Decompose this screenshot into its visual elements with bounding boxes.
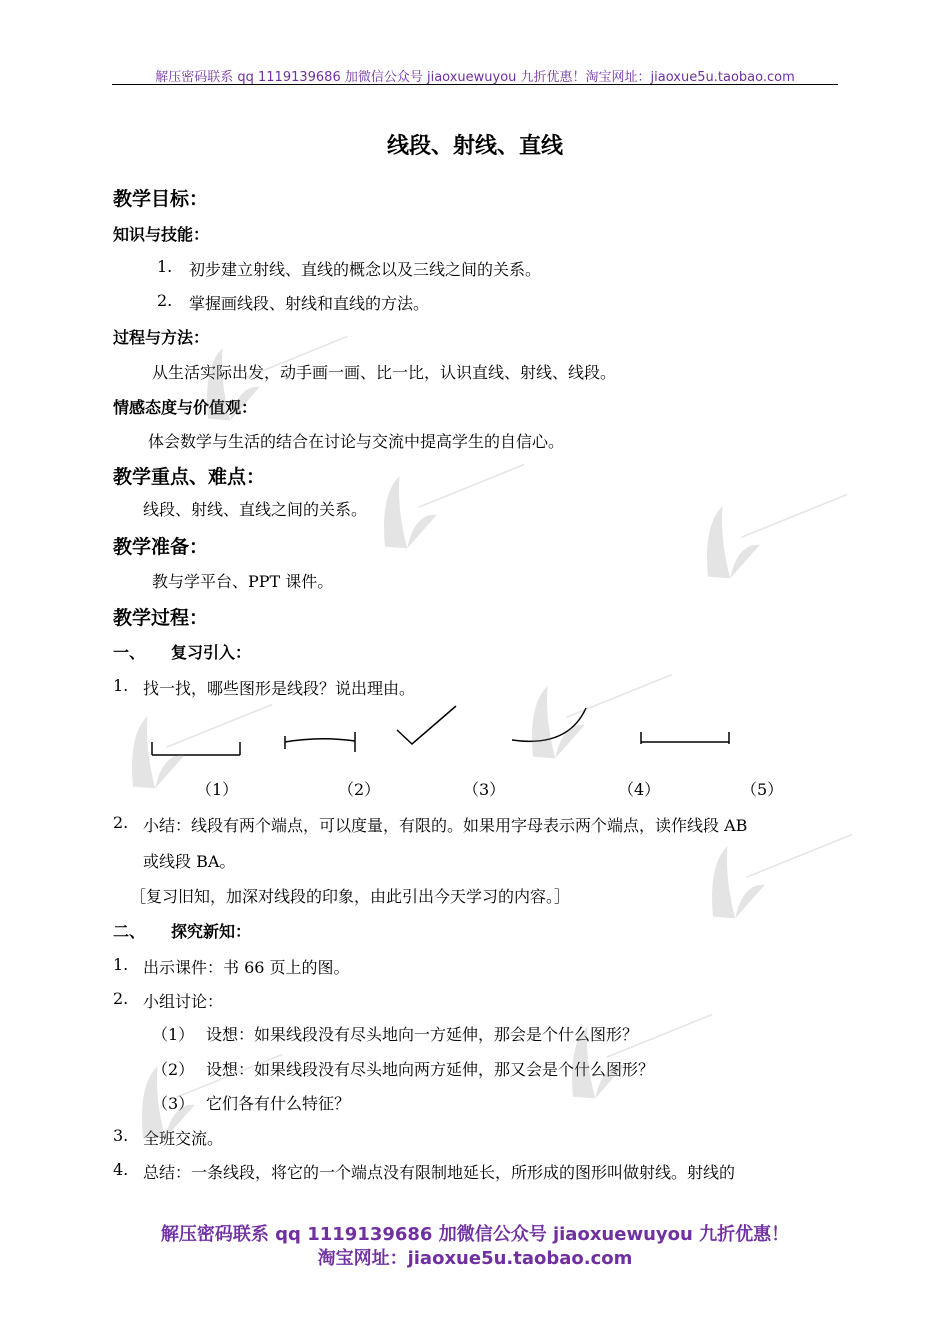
knowledge-heading: 知识与技能：: [113, 225, 210, 244]
list-item: 出示课件：书 66 页上的图。: [143, 958, 350, 977]
figure-label: （2）: [338, 780, 381, 799]
process-text: 从生活实际出发，动手画一画、比一比，认识直线、射线、线段。: [152, 363, 617, 382]
figure-4-arc: [512, 708, 586, 741]
watermark-logo: [352, 450, 542, 550]
list-item-number: 2.: [113, 813, 129, 832]
preparation-heading: 教学准备：: [113, 536, 209, 558]
teaching-process-heading: 教学过程：: [113, 607, 209, 629]
figure-label: （5）: [741, 780, 784, 799]
watermark-logo: [110, 1040, 300, 1140]
part1-title: 复习引入：: [171, 643, 252, 662]
list-item-number: 2.: [113, 989, 129, 1008]
key-points-heading: 教学重点、难点：: [113, 466, 266, 488]
part2-number: 二、: [113, 922, 146, 941]
sub-item-number: （2）: [152, 1060, 195, 1079]
figure-3-angle: [397, 706, 456, 744]
sub-item: 设想：如果线段没有尽头地向一方延伸，那会是个什么图形？: [206, 1025, 639, 1044]
teaching-note: ［复习旧知，加深对线段的印象，由此引出今天学习的内容。］: [130, 887, 571, 906]
key-points-text: 线段、射线、直线之间的关系。: [143, 500, 368, 519]
figure-label: （4）: [618, 780, 661, 799]
list-item-number: 1.: [113, 676, 129, 695]
part2-title: 探究新知：: [171, 922, 252, 941]
list-item: 小组讨论：: [143, 992, 224, 1011]
part1-number: 一、: [113, 643, 146, 662]
page-title: 线段、射线、直线: [386, 134, 563, 159]
list-item-number: 4.: [113, 1160, 129, 1179]
list-item: 找一找，哪些图形是线段？说出理由。: [143, 679, 416, 698]
sub-item: 设想：如果线段没有尽头地向两方延伸，那又会是个什么图形？: [206, 1060, 655, 1079]
header-divider: [112, 84, 838, 85]
figure-1-segment: [152, 742, 240, 755]
figure-label: （1）: [196, 780, 239, 799]
sub-item-number: （1）: [152, 1025, 195, 1044]
emotion-heading: 情感态度与价值观：: [113, 398, 258, 417]
list-item-number: 1.: [113, 955, 129, 974]
list-item: 总结：一条线段，将它的一个端点没有限制地延长，所形成的图形叫做射线。射线的: [143, 1163, 736, 1182]
summary-line-1: 小结：线段有两个端点，可以度量，有限的。如果用字母表示两个端点，读作线段 AB: [143, 816, 748, 835]
objectives-heading: 教学目标：: [113, 188, 209, 210]
figure-label: （3）: [463, 780, 506, 799]
preparation-text: 教与学平台、PPT 课件。: [152, 572, 334, 591]
list-item: 全班交流。: [143, 1129, 224, 1148]
header-banner: 解压密码联系 qq 1119139686 加微信公众号 jiaoxuewuyou 九折优惠！淘宝网址：jiaoxue5u.taobao.com: [155, 70, 795, 85]
process-heading: 过程与方法：: [113, 328, 210, 347]
sub-item: 它们各有什么特征？: [206, 1094, 351, 1113]
watermark-logo: [675, 480, 865, 580]
figure-5-segment: [641, 732, 729, 744]
line-figures: [140, 700, 750, 770]
list-item: 掌握画线段、射线和直线的方法。: [189, 294, 430, 313]
emotion-text: 体会数学与生活的结合在讨论与交流中提高学生的自信心。: [148, 432, 565, 451]
watermark-logo: [540, 1000, 730, 1100]
list-item-number: 2.: [157, 291, 173, 310]
list-item: 初步建立射线、直线的概念以及三线之间的关系。: [189, 260, 542, 279]
footer-line-2: 淘宝网址：jiaoxue5u.taobao.com: [317, 1248, 633, 1269]
summary-line-2: 或线段 BA。: [143, 852, 236, 871]
sub-item-number: （3）: [152, 1094, 195, 1113]
list-item-number: 1.: [157, 257, 173, 276]
figure-2-curve: [285, 732, 355, 752]
list-item-number: 3.: [113, 1126, 129, 1145]
footer-line-1: 解压密码联系 qq 1119139686 加微信公众号 jiaoxuewuyou 九折优惠！: [160, 1224, 790, 1245]
